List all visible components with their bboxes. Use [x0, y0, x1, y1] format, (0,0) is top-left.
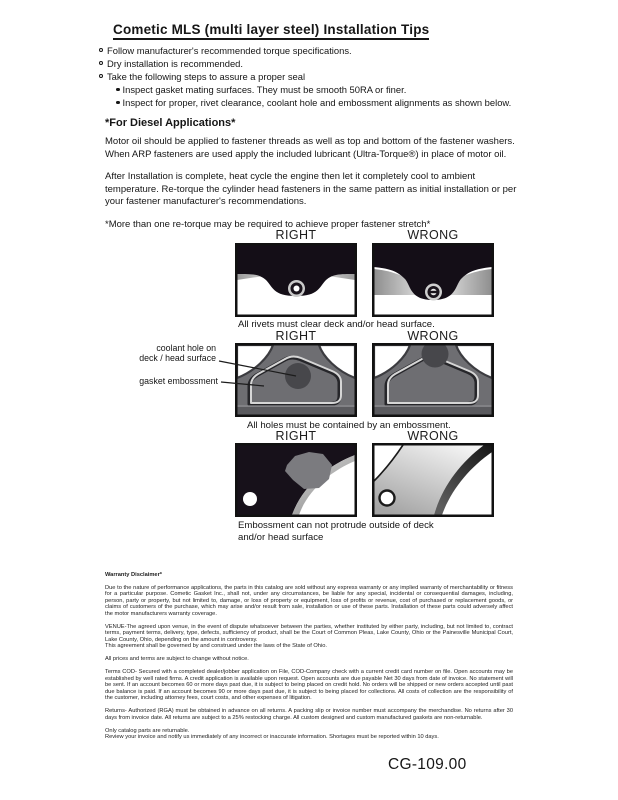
legal-paragraph: Due to the nature of performance applications, the parts in this catalog are sold without any express warranty or any implied warranty of merchantability or fitness for a particular purpose. Cometic Gasket Inc., shall not, under any circumstances, be liable for any special, incidental or consequential damages, including, person, party or property, but not limited to, damage, or loss of property or equipment, loss of profits or revenue, cost of purchased or replacement goods, or claims of customers of the purchase, which may arise and/or result from sale, installation or use of these parts. Installation of these parts could adversely affect the motor manufacturers warranty coverage. [105, 584, 513, 617]
list-item-text: Inspect for proper, rivet clearance, coolant hole and embossment alignments as shown below. [122, 97, 512, 108]
note-text: *More than one re-torque may be required to achieve proper fastener stretch* [105, 218, 431, 230]
row1-headers [235, 228, 495, 242]
list-item [99, 57, 539, 70]
warranty-disclaimer-section [105, 572, 513, 747]
caption-line: Embossment can not protrude outside of deck [238, 520, 434, 531]
legal-paragraph: Terms COD- Secured with a completed dealer/jobber application on File, COD-Company check with a current credit card number on file. Open accounts may be established by well rated firms. A credit application is available upon request. Open accounts are due payable Net 30 days from date of invoice. No statement will be sent. If an account becomes 60 or more days past due, it is subject to being placed on credit hold. No orders will be shipped or new orders accepted until past due balance is paid. If an account becomes 90 or more days past due, it is subject to being placed for collections. All costs of collection are the responsibility of the customer, including attorney fees, court costs, and other expenses of litigation. [105, 669, 513, 701]
coolant-hole [285, 363, 311, 389]
row1-caption: All rivets must clear deck and/or head surface. [238, 319, 435, 330]
rivet-clearance-wrong-diagram [372, 243, 494, 317]
embossment-containment-wrong-diagram [372, 343, 494, 417]
legal-paragraph: Only catalog parts are returnable. [105, 727, 190, 734]
embossment-protrusion-right-diagram [235, 443, 357, 517]
list-item-text: Inspect gasket mating surfaces. They must be smooth 50RA or finer. [122, 84, 407, 95]
list-item-text: Take the following steps to assure a proper seal [107, 71, 306, 82]
legal-paragraph: This agreement shall be governed by and construed under the laws of the State of Ohio. [105, 643, 327, 649]
label-line: gasket embossment [139, 376, 218, 386]
legal-paragraph: Review your invoice and notify us immediately of any incorrect or inaccurate information. Shortages must be reported within 10 days. [105, 734, 439, 740]
row3-panels [235, 443, 494, 517]
list-item [99, 44, 539, 57]
row1-panels [235, 243, 494, 317]
coolant-hole-label [106, 344, 216, 363]
wrong-header: WRONG [407, 228, 459, 242]
right-header: RIGHT [275, 429, 317, 443]
list-item [116, 96, 539, 109]
bolt-hole [243, 492, 257, 506]
section-heading: *For Diesel Applications* [105, 117, 236, 129]
installation-tips-list [99, 44, 539, 109]
label-line: coolant hole on [156, 343, 216, 353]
legal-paragraph: VENUE-The agreed upon venue, in the event of dispute whatsoever between the parties, whether instituted by either party, including, but not limited to, contract terms, payment terms, delivery, type, defects, sufficiency of product, shall be the Court of Common Pleas, Lake County, Ohio or the Painesville Municipal Court, Lake County, Ohio, depending on the amount in controversy. [105, 623, 513, 643]
paragraph: After Installation is complete, heat cycle the engine then let it completely cool to ambient temperature. Re-torque the cylinder head fasteners in the same pattern as initial installation or per your fastener manufacturer's recommendations. [105, 171, 517, 208]
legal-heading: Warranty Disclaimer* [105, 572, 163, 578]
diesel-applications-section [105, 117, 523, 242]
wrong-header: WRONG [407, 329, 459, 343]
list-item [116, 83, 539, 96]
gasket-embossment-label [106, 377, 218, 387]
caption-line: and/or head surface [238, 531, 324, 543]
row3-headers [235, 429, 495, 443]
bolt-hole [380, 491, 395, 506]
list-item-text: Dry installation is recommended. [107, 58, 243, 69]
embossment-protrusion-wrong-diagram [372, 443, 494, 517]
catalog-page-code: CG-109.00 [388, 756, 467, 773]
row2-panels [235, 343, 494, 417]
open-bullet-icon [99, 74, 103, 78]
legal-paragraph: All prices and terms are subject to change without notice. [105, 656, 249, 662]
open-bullet-icon [99, 48, 103, 52]
rivet-clearance-right-diagram [235, 243, 357, 317]
right-header: RIGHT [275, 228, 317, 242]
row2-headers [235, 329, 495, 343]
legal-paragraph: Returns- Authorized (RGA) must be obtained in advance on all returns. A packing slip or invoice number must accompany the merchandise. No returns after 30 days from invoice date. All returns are subject to a 25% restocking charge. All custom designed and custom manufactured gaskets are non-returnable. [105, 708, 513, 721]
embossment-containment-right-diagram [235, 343, 357, 417]
list-item-text: Follow manufacturer's recommended torque specifications. [107, 45, 352, 56]
right-header: RIGHT [275, 329, 317, 343]
label-line: deck / head surface [139, 352, 216, 363]
filled-bullet-icon [116, 88, 120, 92]
filled-bullet-icon [116, 101, 120, 105]
open-bullet-icon [99, 61, 103, 65]
paragraph: Motor oil should be applied to fastener threads as well as top and bottom of the fastener washers. When ARP fasteners are used apply the included lubricant (Ultra-Torque®) in place of motor oil. [105, 136, 515, 160]
page-title: Cometic MLS (multi layer steel) Installation Tips [113, 22, 429, 40]
wrong-header: WRONG [407, 429, 459, 443]
list-item [99, 70, 539, 83]
row3-caption [238, 520, 434, 543]
row2-caption: All holes must be contained by an embossment. [247, 420, 451, 431]
